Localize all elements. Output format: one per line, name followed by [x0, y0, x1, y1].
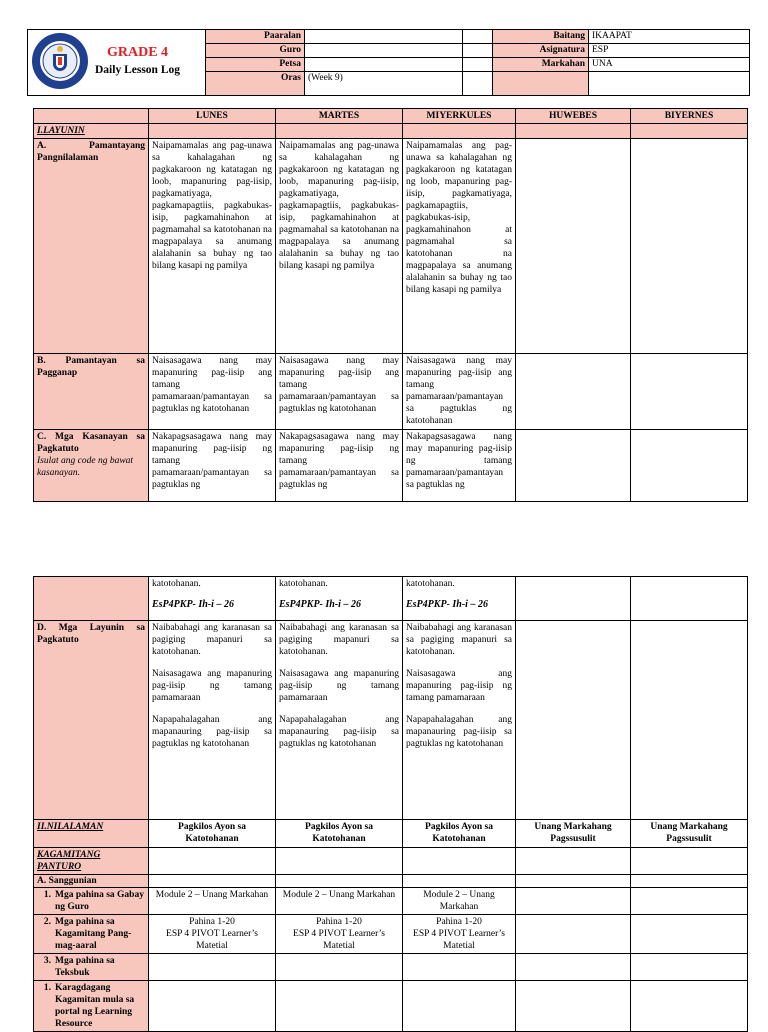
item-number: 1. [43, 890, 51, 900]
label-paaralan: Paaralan [206, 30, 305, 44]
label-teksbuk-cell [34, 954, 149, 981]
note-isulat-code: Isulat ang code ng bawat kasanayan. [37, 456, 134, 478]
label-teksbuk: Mga pahina sa Teksbuk [55, 956, 115, 978]
header-logo-cell [28, 30, 206, 96]
item-number: 2. [43, 917, 51, 927]
cell-c2-miyerkules [403, 577, 516, 621]
label-pamantayang-pangnilalaman: A. Pamantayang Pangnilalaman [34, 139, 149, 354]
item-number: 1. [43, 983, 51, 993]
layunin-p1: Naibabahagi ang karanasan sa pagiging mapanuri sa katotohanan. [152, 623, 272, 657]
cell-c2-martes [276, 577, 403, 621]
cell-b-miyerkules: Naisasagawa nang may mapanuring pag-iisip ang tamang pamamaraan/pamantayan sa pagtuklas ng katotohanan [403, 354, 516, 430]
kagamitang-miyerkules [403, 915, 516, 954]
label-sanggunian: A. Sanggunian [34, 875, 149, 888]
kagamitang-martes [276, 915, 403, 954]
cell-a-lunes: Naipamamalas ang pag-unawa sa kahalagahan ng pagkakaroon ng katatagan ng loob, mapanuring pag-iisip, pagkamatiyaga, pagkamapagtiis, pagkabukas-isip, pagkamahinahon at pagmamahal sa katotohanan na magpapalaya sa anumang alalahanin sa buhay ng tao bilang kasapi ng pamilya [149, 139, 276, 354]
day-header-huwebes: HUWEBES [516, 109, 631, 124]
pivot-text: ESP 4 PIVOT Learner’s Matetial [413, 929, 505, 951]
header-table [27, 29, 750, 96]
pivot-text: ESP 4 PIVOT Learner’s Matetial [293, 929, 385, 951]
nilalaman-martes: Pagkilos Ayon sa Katotohanan [276, 820, 403, 848]
label-continued-cell [34, 577, 149, 621]
label-mga-layunin: D. Mga Layunin sa Pagkatuto [34, 621, 149, 820]
pahina-text: Pahina 1-20 [189, 917, 235, 927]
value-asignatura: ESP [589, 44, 750, 58]
label-empty [493, 72, 589, 96]
lesson-table-page-1 [33, 108, 748, 502]
text-katotohanan: katotohanan. [406, 579, 455, 589]
layunin-p1: Naibabahagi ang karanasan sa pagiging mapanuri sa katotohanan. [279, 623, 399, 657]
corner-cell [34, 109, 149, 124]
day-header-martes: MARTES [276, 109, 403, 124]
layunin-p1: Naibabahagi ang karanasan sa pagiging mapanuri sa katotohanan. [406, 623, 512, 657]
label-gabay-ng-guro: Mga pahina sa Gabay ng Guro [55, 890, 144, 912]
spacer-cell [463, 30, 493, 44]
cell-c-miyerkules: Nakapagsasagawa nang may mapanuring pag-iisip ng tamang pamamaraan/pamantayan sa pagtuklas ng [403, 430, 516, 502]
layunin-p3: Napapahalagahan ang mapanauring pag-iisip sa pagtuklas ng katotohanan [152, 715, 272, 749]
layunin-p2: Naisasagawa ang mapanuring pag-iisip ng tamang pamamaraan [152, 669, 272, 703]
cell-b-martes: Naisasagawa nang may mapanuring pag-iisip ang tamang pamamaraan/pamantayan sa pagtuklas ng katotohanan [276, 354, 403, 430]
pahina-text: Pahina 1-20 [436, 917, 482, 927]
label-oras: Oras [206, 72, 305, 96]
label-gabay-cell [34, 888, 149, 915]
section-nilalaman: II.NILALAMAN [34, 820, 149, 848]
label-markahan: Markahan [493, 58, 589, 72]
code-martes: EsP4PKP- Ih-i – 26 [279, 599, 361, 610]
cell-c-lunes: Nakapagsasagawa nang may mapanuring pag-iisip ng tamang pamamaraan/pamantayan sa pagtuklas ng [149, 430, 276, 502]
value-baitang: IKAAPAT [589, 30, 750, 44]
label-asignatura: Asignatura [493, 44, 589, 58]
gabay-martes: Module 2 – Unang Markahan [276, 888, 403, 915]
label-baitang: Baitang [493, 30, 589, 44]
value-guro [305, 44, 463, 58]
item-number: 3. [43, 956, 51, 966]
layunin-p2: Naisasagawa ang mapanuring pag-iisip ng tamang pamamaraan [406, 669, 512, 703]
code-miyerkules: EsP4PKP- Ih-i – 26 [406, 599, 488, 610]
kagamitang-lunes [149, 915, 276, 954]
lesson-table-page-2 [33, 576, 748, 1032]
text-katotohanan: katotohanan. [279, 579, 328, 589]
cell-a-miyerkules: Naipamamalas ang pag-unawa sa kahalagahan ng pagkakaroon ng katatagan ng loob, mapanuring pag-iisip, pagkamatiyaga, pagkamapagtiis, pagkabukas-isip, pagkamahinahon at pagmamahal sa katotohanan na magpapalaya sa anumang alalahanin sa buhay ng tao bilang kasapi ng pamilya [403, 139, 516, 354]
spacer-cell [463, 72, 493, 96]
label-karagdagang-kagamitan: Karagdagang Kagamitan mula sa portal ng Learning Resource [55, 983, 135, 1029]
layunin-p3: Napapahalagahan ang mapanauring pag-iisip sa pagtuklas ng katotohanan [279, 715, 399, 749]
label-pamantayan-sa-pagganap: B. Pamantayan sa Pagganap [34, 354, 149, 430]
label-guro: Guro [206, 44, 305, 58]
value-markahan: UNA [589, 58, 750, 72]
section-layunin: I.LAYUNIN [34, 124, 149, 139]
layunin-p2: Naisasagawa ang mapanuring pag-iisip ng tamang pamamaraan [279, 669, 399, 703]
deped-seal-icon [31, 32, 89, 90]
pivot-text: ESP 4 PIVOT Learner’s Matetial [166, 929, 258, 951]
spacer-cell [463, 44, 493, 58]
cell-d-lunes [149, 621, 276, 820]
label-kagamitang-pang-mag-aaral: Mga pahina sa Kagamitang Pang-mag-aaral [55, 917, 132, 951]
day-header-lunes: LUNES [149, 109, 276, 124]
cell-c2-lunes [149, 577, 276, 621]
label-kasanayan-cell [34, 430, 149, 502]
nilalaman-miyerkules: Pagkilos Ayon sa Katotohanan [403, 820, 516, 848]
daily-lesson-log-title: Daily Lesson Log [95, 64, 180, 76]
text-katotohanan: katotohanan. [152, 579, 201, 589]
value-petsa [305, 58, 463, 72]
value-paaralan [305, 30, 463, 44]
gabay-lunes: Module 2 – Unang Markahan [149, 888, 276, 915]
cell-c-martes: Nakapagsasagawa nang may mapanuring pag-iisip ng tamang pamamaraan/pamantayan sa pagtuklas ng [276, 430, 403, 502]
markahang-huwebes: Unang Markahang Pagssusulit [516, 820, 631, 848]
cell-d-miyerkules [403, 621, 516, 820]
code-lunes: EsP4PKP- Ih-i – 26 [152, 599, 234, 610]
grade-title: GRADE 4 [106, 45, 169, 60]
label-kagamitang-cell [34, 915, 149, 954]
pahina-text: Pahina 1-20 [316, 917, 362, 927]
day-header-miyerkules: MIYERKULES [403, 109, 516, 124]
nilalaman-lunes: Pagkilos Ayon sa Katotohanan [149, 820, 276, 848]
section-kagamitang-panturo: KAGAMITANG PANTURO [34, 848, 149, 875]
spacer-cell [463, 58, 493, 72]
value-oras: (Week 9) [305, 72, 463, 96]
gabay-miyerkules: Module 2 – Unang Markahan [403, 888, 516, 915]
cell-b-lunes: Naisasagawa nang may mapanuring pag-iisip ang tamang pamamaraan/pamantayan sa pagtuklas ng katotohanan [149, 354, 276, 430]
day-header-biyernes: BIYERNES [631, 109, 748, 124]
value-empty [589, 72, 750, 96]
cell-a-martes: Naipamamalas ang pag-unawa sa kahalagahan ng pagkakaroon ng katatagan ng loob, mapanuring pag-iisip, pagkamatiyaga, pagkamapagtiis, pagkabukas-isip, pagkamahinahon at pagmamahal sa katotohanan na magpapalaya sa anumang alalahanin sa buhay ng tao bilang kasapi ng pamilya [276, 139, 403, 354]
cell-d-martes [276, 621, 403, 820]
markahang-biyernes: Unang Markahang Pagssusulit [631, 820, 748, 848]
label-petsa: Petsa [206, 58, 305, 72]
label-mga-kasanayan: C. Mga Kasanayan sa Pagkatuto [37, 432, 145, 454]
layunin-p3: Napapahalagahan ang mapanauring pag-iisip sa pagtuklas ng katotohanan [406, 715, 512, 749]
